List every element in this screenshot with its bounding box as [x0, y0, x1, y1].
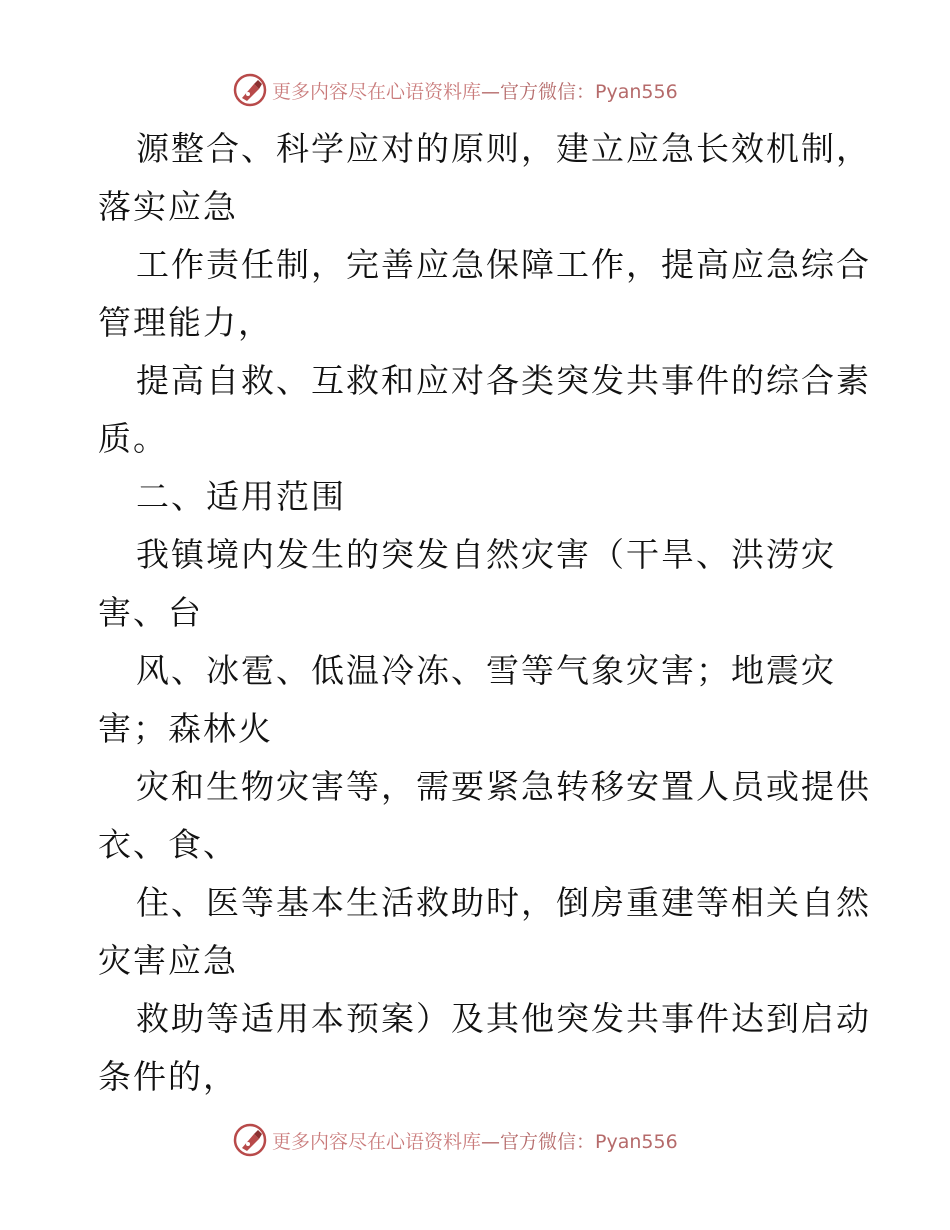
paragraph-line: 源整合、科学应对的原则，建立应急长效机制，: [136, 129, 871, 168]
watermark-main-text: 更多内容尽在心语资料库: [272, 80, 482, 103]
paragraph-line: 我镇境内发生的突发自然灾害（干旱、洪涝灾: [136, 535, 836, 574]
paragraph-line: 管理能力，: [98, 303, 273, 342]
header-watermark: [232, 70, 678, 110]
paragraph-line: 灾和生物灾害等，需要紧急转移安置人员或提供: [136, 767, 871, 806]
paragraph-line: 落实应急: [98, 187, 238, 226]
paragraph-line: 救助等适用本预案）及其他突发共事件达到启动: [136, 999, 871, 1038]
pen-nib-circle-icon: [232, 72, 268, 108]
paragraph-line: 害、台: [98, 593, 203, 632]
paragraph-line: 住、医等基本生活救助时，倒房重建等相关自然: [136, 883, 871, 922]
watermark-sub-text: —官方微信：Pyan556: [481, 80, 678, 103]
paragraph-line: 害；森林火: [98, 709, 273, 748]
paragraph-line: 风、冰雹、低温冷冻、雪等气象灾害；地震灾: [136, 651, 836, 690]
paragraph-line: 衣、食、: [98, 825, 238, 864]
footer-watermark: [232, 1120, 678, 1160]
pen-nib-circle-icon: [232, 1122, 268, 1158]
section-heading: 二、适用范围: [136, 477, 346, 516]
paragraph-line: 灾害应急: [98, 941, 238, 980]
paragraph-line: 条件的，: [98, 1057, 238, 1096]
paragraph-line: 质。: [98, 419, 168, 458]
document-body: [98, 120, 871, 1106]
watermark-sub-text: —官方微信：Pyan556: [481, 1130, 678, 1153]
watermark-main-text: 更多内容尽在心语资料库: [272, 1130, 482, 1153]
paragraph-line: 提高自救、互救和应对各类突发共事件的综合素: [136, 361, 871, 400]
paragraph-line: 工作责任制，完善应急保障工作，提高应急综合: [136, 245, 871, 284]
